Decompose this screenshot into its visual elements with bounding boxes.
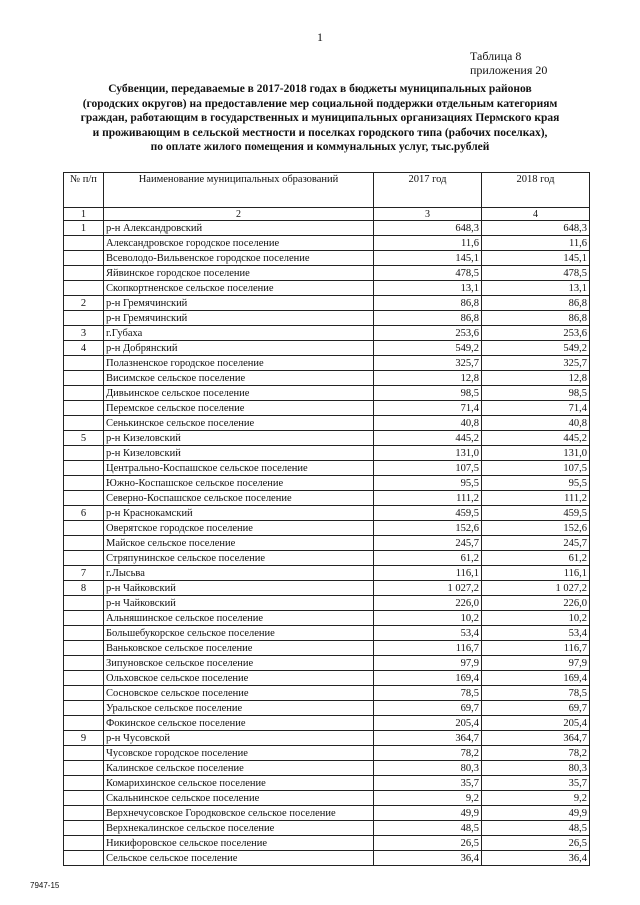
row-number xyxy=(64,536,104,551)
row-number xyxy=(64,356,104,371)
column-number: 1 xyxy=(64,208,104,221)
row-number xyxy=(64,281,104,296)
row-number xyxy=(64,596,104,611)
municipality-name: Полазненское городское поселение xyxy=(104,356,374,371)
value-2017: 98,5 xyxy=(374,386,482,401)
table-row xyxy=(64,581,590,596)
table-row xyxy=(64,326,590,341)
municipality-name: Центрально-Коспашское сельское поселение xyxy=(104,461,374,476)
municipality-name: Сенькинское сельское поселение xyxy=(104,416,374,431)
table-row xyxy=(64,296,590,311)
municipality-name: р-н Кизеловский xyxy=(104,431,374,446)
value-2018: 86,8 xyxy=(482,311,590,326)
table-reference xyxy=(470,49,547,77)
value-2017: 53,4 xyxy=(374,626,482,641)
value-2017: 36,4 xyxy=(374,851,482,866)
row-number xyxy=(64,641,104,656)
value-2018: 78,5 xyxy=(482,686,590,701)
municipality-name: Стряпунинское сельское поселение xyxy=(104,551,374,566)
value-2017: 49,9 xyxy=(374,806,482,821)
value-2018: 253,6 xyxy=(482,326,590,341)
title-line: Субвенции, передаваемые в 2017-2018 годах в бюджеты муниципальных районов xyxy=(108,83,532,95)
value-2017: 364,7 xyxy=(374,731,482,746)
value-2017: 131,0 xyxy=(374,446,482,461)
row-number: 9 xyxy=(64,731,104,746)
value-2018: 12,8 xyxy=(482,371,590,386)
value-2018: 116,7 xyxy=(482,641,590,656)
value-2018: 61,2 xyxy=(482,551,590,566)
value-2017: 35,7 xyxy=(374,776,482,791)
value-2018: 71,4 xyxy=(482,401,590,416)
value-2018: 9,2 xyxy=(482,791,590,806)
value-2018: 111,2 xyxy=(482,491,590,506)
row-number: 6 xyxy=(64,506,104,521)
row-number: 8 xyxy=(64,581,104,596)
table-row xyxy=(64,416,590,431)
row-number xyxy=(64,776,104,791)
table-row xyxy=(64,566,590,581)
value-2018: 145,1 xyxy=(482,251,590,266)
value-2018: 36,4 xyxy=(482,851,590,866)
value-2017: 253,6 xyxy=(374,326,482,341)
row-number xyxy=(64,551,104,566)
municipality-name: Всеволодо-Вильвенское городское поселение xyxy=(104,251,374,266)
table-row xyxy=(64,716,590,731)
row-number: 2 xyxy=(64,296,104,311)
value-2018: 80,3 xyxy=(482,761,590,776)
table-row xyxy=(64,671,590,686)
table-row xyxy=(64,746,590,761)
value-2017: 9,2 xyxy=(374,791,482,806)
table-ref-line2: приложения 20 xyxy=(470,63,548,77)
municipality-name: р-н Чайковский xyxy=(104,581,374,596)
column-number: 3 xyxy=(374,208,482,221)
row-number xyxy=(64,446,104,461)
value-2017: 445,2 xyxy=(374,431,482,446)
value-2018: 69,7 xyxy=(482,701,590,716)
table-row xyxy=(64,476,590,491)
value-2018: 648,3 xyxy=(482,221,590,236)
municipality-name: р-н Чусовской xyxy=(104,731,374,746)
municipality-name: Висимское сельское поселение xyxy=(104,371,374,386)
value-2018: 205,4 xyxy=(482,716,590,731)
value-2017: 116,1 xyxy=(374,566,482,581)
municipality-name: р-н Добрянский xyxy=(104,341,374,356)
column-number: 2 xyxy=(104,208,374,221)
value-2017: 549,2 xyxy=(374,341,482,356)
value-2017: 111,2 xyxy=(374,491,482,506)
row-number xyxy=(64,611,104,626)
table-row xyxy=(64,776,590,791)
row-number: 4 xyxy=(64,341,104,356)
value-2017: 205,4 xyxy=(374,716,482,731)
row-number xyxy=(64,656,104,671)
municipality-name: Майское сельское поселение xyxy=(104,536,374,551)
table-row xyxy=(64,266,590,281)
value-2017: 169,4 xyxy=(374,671,482,686)
row-number xyxy=(64,491,104,506)
value-2017: 97,9 xyxy=(374,656,482,671)
value-2018: 364,7 xyxy=(482,731,590,746)
table-row xyxy=(64,731,590,746)
municipality-name: Ваньковское сельское поселение xyxy=(104,641,374,656)
row-number xyxy=(64,401,104,416)
row-number xyxy=(64,236,104,251)
municipality-name: Большебукорское сельское поселение xyxy=(104,626,374,641)
value-2017: 13,1 xyxy=(374,281,482,296)
table-ref-line1: Таблица 8 xyxy=(470,49,522,63)
table-row xyxy=(64,506,590,521)
municipality-name: г.Губаха xyxy=(104,326,374,341)
municipality-name: Зипуновское сельское поселение xyxy=(104,656,374,671)
table-row xyxy=(64,686,590,701)
row-number xyxy=(64,476,104,491)
row-number: 1 xyxy=(64,221,104,236)
table-row xyxy=(64,461,590,476)
municipality-name: Уральское сельское поселение xyxy=(104,701,374,716)
value-2018: 53,4 xyxy=(482,626,590,641)
row-number xyxy=(64,311,104,326)
column-number: 4 xyxy=(482,208,590,221)
municipality-name: Сосновское сельское поселение xyxy=(104,686,374,701)
page-number: 1 xyxy=(317,30,323,44)
row-number xyxy=(64,626,104,641)
value-2018: 13,1 xyxy=(482,281,590,296)
row-number xyxy=(64,791,104,806)
value-2017: 245,7 xyxy=(374,536,482,551)
header-num: № п/п xyxy=(64,173,104,208)
municipality-name: Перемское сельское поселение xyxy=(104,401,374,416)
footer-code: 7947-15 xyxy=(30,881,60,890)
row-number xyxy=(64,701,104,716)
header-2018: 2018 год xyxy=(482,173,590,208)
municipality-name: Верхнекалинское сельское поселение xyxy=(104,821,374,836)
value-2018: 152,6 xyxy=(482,521,590,536)
header-name: Наименование муниципальных образований xyxy=(104,173,374,208)
table-row xyxy=(64,401,590,416)
row-number xyxy=(64,521,104,536)
row-number xyxy=(64,821,104,836)
value-2017: 78,2 xyxy=(374,746,482,761)
value-2017: 145,1 xyxy=(374,251,482,266)
table-header-row xyxy=(64,173,590,208)
row-number xyxy=(64,836,104,851)
municipality-name: Южно-Коспашское сельское поселение xyxy=(104,476,374,491)
subsidy-table xyxy=(63,172,590,866)
row-number xyxy=(64,266,104,281)
row-number xyxy=(64,386,104,401)
table-row xyxy=(64,851,590,866)
table-row xyxy=(64,431,590,446)
value-2018: 169,4 xyxy=(482,671,590,686)
table-row xyxy=(64,446,590,461)
row-number xyxy=(64,251,104,266)
municipality-name: Оверятское городское поселение xyxy=(104,521,374,536)
value-2017: 648,3 xyxy=(374,221,482,236)
value-2018: 107,5 xyxy=(482,461,590,476)
municipality-name: Калинское сельское поселение xyxy=(104,761,374,776)
municipality-name: Скопкортненское сельское поселение xyxy=(104,281,374,296)
table-row xyxy=(64,251,590,266)
row-number xyxy=(64,851,104,866)
row-number xyxy=(64,806,104,821)
row-number xyxy=(64,761,104,776)
value-2017: 10,2 xyxy=(374,611,482,626)
table-row xyxy=(64,521,590,536)
title-line: граждан, работающим в государственных и муниципальных организациях Пермского края xyxy=(80,112,560,125)
table-row xyxy=(64,626,590,641)
value-2017: 11,6 xyxy=(374,236,482,251)
value-2017: 26,5 xyxy=(374,836,482,851)
table-row xyxy=(64,761,590,776)
row-number xyxy=(64,671,104,686)
value-2018: 78,2 xyxy=(482,746,590,761)
value-2018: 49,9 xyxy=(482,806,590,821)
document-title xyxy=(20,82,620,155)
table-row xyxy=(64,221,590,236)
table-row xyxy=(64,356,590,371)
table-row xyxy=(64,611,590,626)
municipality-name: Северно-Коспашское сельское поселение xyxy=(104,491,374,506)
row-number xyxy=(64,686,104,701)
value-2017: 325,7 xyxy=(374,356,482,371)
value-2018: 48,5 xyxy=(482,821,590,836)
value-2017: 12,8 xyxy=(374,371,482,386)
value-2018: 11,6 xyxy=(482,236,590,251)
row-number xyxy=(64,716,104,731)
value-2017: 152,6 xyxy=(374,521,482,536)
table-row xyxy=(64,281,590,296)
table-row xyxy=(64,236,590,251)
value-2018: 459,5 xyxy=(482,506,590,521)
value-2018: 98,5 xyxy=(482,386,590,401)
municipality-name: Скальнинское сельское поселение xyxy=(104,791,374,806)
value-2017: 86,8 xyxy=(374,296,482,311)
value-2018: 40,8 xyxy=(482,416,590,431)
municipality-name: Ольховское сельское поселение xyxy=(104,671,374,686)
value-2018: 325,7 xyxy=(482,356,590,371)
value-2017: 459,5 xyxy=(374,506,482,521)
title-line: и проживающим в сельской местности и поселках городского типа (рабочих поселках), xyxy=(92,126,548,139)
title-line: по оплате жилого помещения и коммунальных услуг, тыс.рублей xyxy=(150,141,490,154)
value-2017: 107,5 xyxy=(374,461,482,476)
value-2017: 95,5 xyxy=(374,476,482,491)
value-2018: 549,2 xyxy=(482,341,590,356)
municipality-name: р-н Чайковский xyxy=(104,596,374,611)
municipality-name: р-н Краснокамский xyxy=(104,506,374,521)
value-2018: 478,5 xyxy=(482,266,590,281)
municipality-name: Комарихинское сельское поселение xyxy=(104,776,374,791)
value-2018: 95,5 xyxy=(482,476,590,491)
row-number: 7 xyxy=(64,566,104,581)
row-number: 3 xyxy=(64,326,104,341)
table-row xyxy=(64,791,590,806)
table-row xyxy=(64,701,590,716)
title-line: (городских округов) на предоставление мер социальной поддержки отдельным категориям xyxy=(82,97,558,110)
value-2017: 86,8 xyxy=(374,311,482,326)
value-2017: 71,4 xyxy=(374,401,482,416)
municipality-name: р-н Гремячинский xyxy=(104,311,374,326)
municipality-name: Яйвинское городское поселение xyxy=(104,266,374,281)
municipality-name: р-н Александровский xyxy=(104,221,374,236)
table-row xyxy=(64,311,590,326)
table-row xyxy=(64,641,590,656)
municipality-name: Фокинское сельское поселение xyxy=(104,716,374,731)
value-2017: 116,7 xyxy=(374,641,482,656)
municipality-name: Никифоровское сельское поселение xyxy=(104,836,374,851)
table-row xyxy=(64,341,590,356)
row-number xyxy=(64,416,104,431)
value-2017: 48,5 xyxy=(374,821,482,836)
value-2018: 35,7 xyxy=(482,776,590,791)
value-2017: 69,7 xyxy=(374,701,482,716)
table-row xyxy=(64,821,590,836)
table-body xyxy=(64,221,590,866)
value-2018: 245,7 xyxy=(482,536,590,551)
value-2017: 80,3 xyxy=(374,761,482,776)
value-2017: 226,0 xyxy=(374,596,482,611)
table-row xyxy=(64,836,590,851)
value-2018: 97,9 xyxy=(482,656,590,671)
row-number: 5 xyxy=(64,431,104,446)
municipality-name: г.Лысьва xyxy=(104,566,374,581)
value-2018: 116,1 xyxy=(482,566,590,581)
column-number-row xyxy=(64,208,590,221)
value-2018: 226,0 xyxy=(482,596,590,611)
header-2017: 2017 год xyxy=(374,173,482,208)
value-2018: 1 027,2 xyxy=(482,581,590,596)
row-number xyxy=(64,746,104,761)
value-2017: 478,5 xyxy=(374,266,482,281)
table-row xyxy=(64,596,590,611)
municipality-name: Сельское сельское поселение xyxy=(104,851,374,866)
row-number xyxy=(64,371,104,386)
value-2018: 26,5 xyxy=(482,836,590,851)
municipality-name: р-н Гремячинский xyxy=(104,296,374,311)
value-2018: 131,0 xyxy=(482,446,590,461)
value-2017: 78,5 xyxy=(374,686,482,701)
table-row xyxy=(64,536,590,551)
municipality-name: Чусовское городское поселение xyxy=(104,746,374,761)
row-number xyxy=(64,461,104,476)
municipality-name: Альняшинское сельское поселение xyxy=(104,611,374,626)
value-2018: 10,2 xyxy=(482,611,590,626)
value-2017: 40,8 xyxy=(374,416,482,431)
table-row xyxy=(64,371,590,386)
value-2018: 86,8 xyxy=(482,296,590,311)
table-row xyxy=(64,386,590,401)
municipality-name: Александровское городское поселение xyxy=(104,236,374,251)
table-row xyxy=(64,806,590,821)
value-2017: 1 027,2 xyxy=(374,581,482,596)
value-2018: 445,2 xyxy=(482,431,590,446)
table-row xyxy=(64,491,590,506)
value-2017: 61,2 xyxy=(374,551,482,566)
municipality-name: р-н Кизеловский xyxy=(104,446,374,461)
municipality-name: Верхнечусовское Городковское сельское поселение xyxy=(104,806,374,821)
table-row xyxy=(64,551,590,566)
table-row xyxy=(64,656,590,671)
municipality-name: Дивьинское сельское поселение xyxy=(104,386,374,401)
